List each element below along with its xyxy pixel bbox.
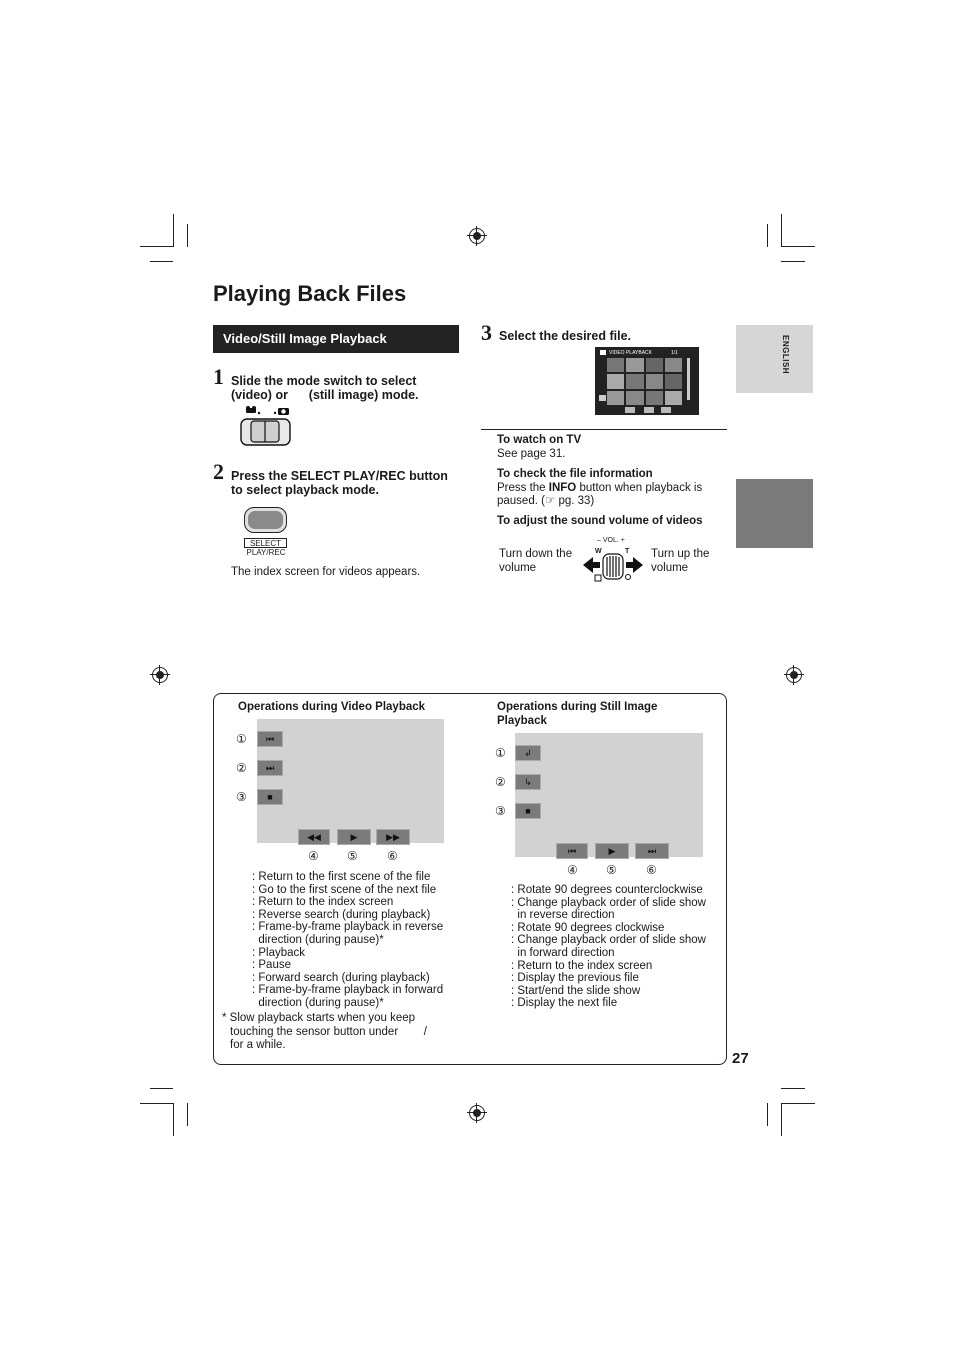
rotate-clockwise-icon[interactable]: ↳ xyxy=(515,774,541,790)
crop-mark xyxy=(173,214,174,247)
crop-mark xyxy=(187,224,188,247)
video-ops-list xyxy=(252,871,443,1010)
rewind-icon[interactable]: ◀◀ xyxy=(298,829,330,845)
fast-forward-icon[interactable]: ▶▶ xyxy=(376,829,410,845)
play-icon[interactable]: ▶ xyxy=(337,829,371,845)
still-playback-screen xyxy=(515,733,703,857)
stop-icon[interactable]: ■ xyxy=(257,789,283,805)
mode-switch-illustration xyxy=(238,405,294,449)
footnote-line: touching the sensor button under / xyxy=(230,1025,427,1038)
crop-mark xyxy=(767,1103,768,1126)
registration-mark-icon xyxy=(786,667,802,683)
rotate-counterclockwise-icon[interactable]: ↲ xyxy=(515,745,541,761)
callout-number: ④ xyxy=(567,863,578,877)
page-number: 27 xyxy=(732,1050,749,1067)
step-note: The index screen for videos appears. xyxy=(231,566,421,578)
list-item: : Go to the first scene of the next file xyxy=(252,883,437,896)
still-ops-title-line: Operations during Still Image xyxy=(497,701,658,713)
crop-mark xyxy=(187,1103,188,1126)
language-tab xyxy=(736,325,813,393)
crop-mark xyxy=(781,261,805,262)
mode-switch-icon xyxy=(238,405,294,449)
next-file-icon[interactable]: ⏭ xyxy=(635,843,669,859)
step-text xyxy=(231,469,459,497)
crop-mark xyxy=(150,261,173,262)
callout-number: ⑥ xyxy=(387,849,398,863)
list-item: : Rotate 90 degrees counterclockwise xyxy=(511,884,703,896)
list-item: : Return to the index screen xyxy=(252,896,394,909)
volume-lever-icon xyxy=(583,537,643,583)
callout-number: ⑤ xyxy=(347,849,358,863)
stop-icon[interactable]: ■ xyxy=(515,803,541,819)
list-item: : Playback xyxy=(252,946,306,959)
step-number: 3 xyxy=(481,320,492,345)
callout-number: ⑤ xyxy=(606,863,617,877)
list-item: : Rotate 90 degrees clockwise xyxy=(511,921,665,934)
step-text-line: Press the SELECT PLAY/REC button xyxy=(231,469,448,483)
list-item: : Reverse search (during playback) xyxy=(252,908,431,921)
still-ops-title-line: Playback xyxy=(497,714,547,727)
button-label-select: SELECT xyxy=(244,538,287,548)
volume-down-line: Turn down the xyxy=(499,548,573,560)
callout-number: ① xyxy=(495,746,506,760)
index-screen-counter: 1/1 xyxy=(671,350,678,356)
tip-info xyxy=(497,468,727,509)
callout-number: ① xyxy=(236,732,247,746)
tip-body-part: button when playback is xyxy=(576,481,703,494)
step-number: 1 xyxy=(213,364,224,389)
list-item: : Frame-by-frame playback in reverse xyxy=(252,921,444,934)
callout-number: ② xyxy=(495,775,506,789)
list-item: : Frame-by-frame playback in forward xyxy=(252,984,444,997)
volume-up-label xyxy=(651,548,709,575)
crop-mark xyxy=(150,1088,173,1089)
camcorder-icon xyxy=(600,350,606,355)
language-tab-label: ENGLISH xyxy=(781,335,790,375)
divider xyxy=(481,429,727,430)
tip-title: To check the file information xyxy=(497,468,653,480)
list-item: : Forward search (during playback) xyxy=(252,971,430,984)
volume-down-line: volume xyxy=(499,561,537,574)
callout-number: ⑥ xyxy=(646,863,657,877)
index-screen-title: VIDEO PLAYBACK xyxy=(609,350,652,356)
crop-mark xyxy=(781,214,782,247)
tip-body xyxy=(497,482,727,496)
list-item: : Return to the first scene of the file xyxy=(252,871,431,883)
play-icon[interactable]: ▶ xyxy=(595,843,629,859)
tip-title: To watch on TV xyxy=(497,434,582,446)
still-ops-title xyxy=(497,701,657,728)
list-item: : Pause xyxy=(252,959,291,972)
previous-file-icon[interactable]: ⏮ xyxy=(556,843,588,859)
crop-mark xyxy=(781,1103,815,1104)
info-button-label: INFO xyxy=(548,481,577,494)
callout-number: ② xyxy=(236,761,247,775)
page-title: Playing Back Files xyxy=(213,281,407,306)
volume-label: – VOL. + xyxy=(597,537,625,544)
step-text xyxy=(231,374,459,402)
step-text-line: to select playback mode. xyxy=(231,483,379,497)
video-ops-title: Operations during Video Playback xyxy=(238,701,426,713)
tip-body-part: Press the xyxy=(497,481,549,494)
tele-label: T xyxy=(625,548,630,555)
crop-mark xyxy=(781,246,815,247)
list-item: : Start/end the slide show xyxy=(511,984,641,997)
list-item: : Change playback order of slide show xyxy=(511,934,706,947)
list-item: : Display the previous file xyxy=(511,972,639,985)
tip-tv xyxy=(497,434,727,461)
select-play-rec-button xyxy=(244,507,287,533)
footnote xyxy=(222,1012,427,1053)
volume-up-line: volume xyxy=(651,561,689,574)
section-tab xyxy=(736,479,813,548)
step-number: 2 xyxy=(213,459,224,484)
step-text-line: (video) or (still image) mode. xyxy=(231,388,419,402)
step-text-line: Slide the mode switch to select xyxy=(231,374,417,388)
footnote-line: for a while. xyxy=(230,1039,286,1051)
callout-number: ④ xyxy=(308,849,319,863)
footnote-line: * Slow playback starts when you keep xyxy=(222,1012,416,1024)
tip-body: See page 31. xyxy=(497,447,566,460)
list-item: direction (during pause)* xyxy=(252,933,384,946)
crop-mark xyxy=(140,1103,173,1104)
crop-mark xyxy=(781,1088,805,1089)
step-text: Select the desired file. xyxy=(499,329,631,343)
list-item: in forward direction xyxy=(511,946,615,959)
crop-mark xyxy=(140,246,173,247)
callout-number: ③ xyxy=(236,790,247,804)
callout-number: ③ xyxy=(495,804,506,818)
still-ops-list xyxy=(511,884,706,1010)
volume-lever-illustration xyxy=(583,537,643,583)
crop-mark xyxy=(767,224,768,247)
registration-mark-icon xyxy=(152,667,168,683)
wide-label: W xyxy=(595,548,602,555)
list-item: in reverse direction xyxy=(511,909,615,922)
registration-mark-icon xyxy=(469,228,485,244)
volume-up-line: Turn up the xyxy=(651,548,710,560)
button-label-play-rec: PLAY/REC xyxy=(246,548,286,557)
tip-volume-title: To adjust the sound volume of videos xyxy=(497,515,703,527)
video-playback-screen xyxy=(257,719,444,843)
list-item: : Return to the index screen xyxy=(511,959,653,972)
section-heading: Video/Still Image Playback xyxy=(213,325,459,353)
next-scene-icon[interactable]: ⏭ xyxy=(257,760,283,776)
volume-down-label xyxy=(499,548,572,575)
list-item: : Display the next file xyxy=(511,997,618,1010)
registration-mark-icon xyxy=(469,1105,485,1121)
list-item: : Change playback order of slide show xyxy=(511,896,706,909)
tip-body: paused. (☞ pg. 33) xyxy=(497,495,595,507)
first-scene-icon[interactable]: ⏮ xyxy=(257,731,283,747)
crop-mark xyxy=(781,1103,782,1136)
crop-mark xyxy=(173,1103,174,1136)
index-screen-image xyxy=(595,347,699,415)
list-item: direction (during pause)* xyxy=(252,996,384,1009)
